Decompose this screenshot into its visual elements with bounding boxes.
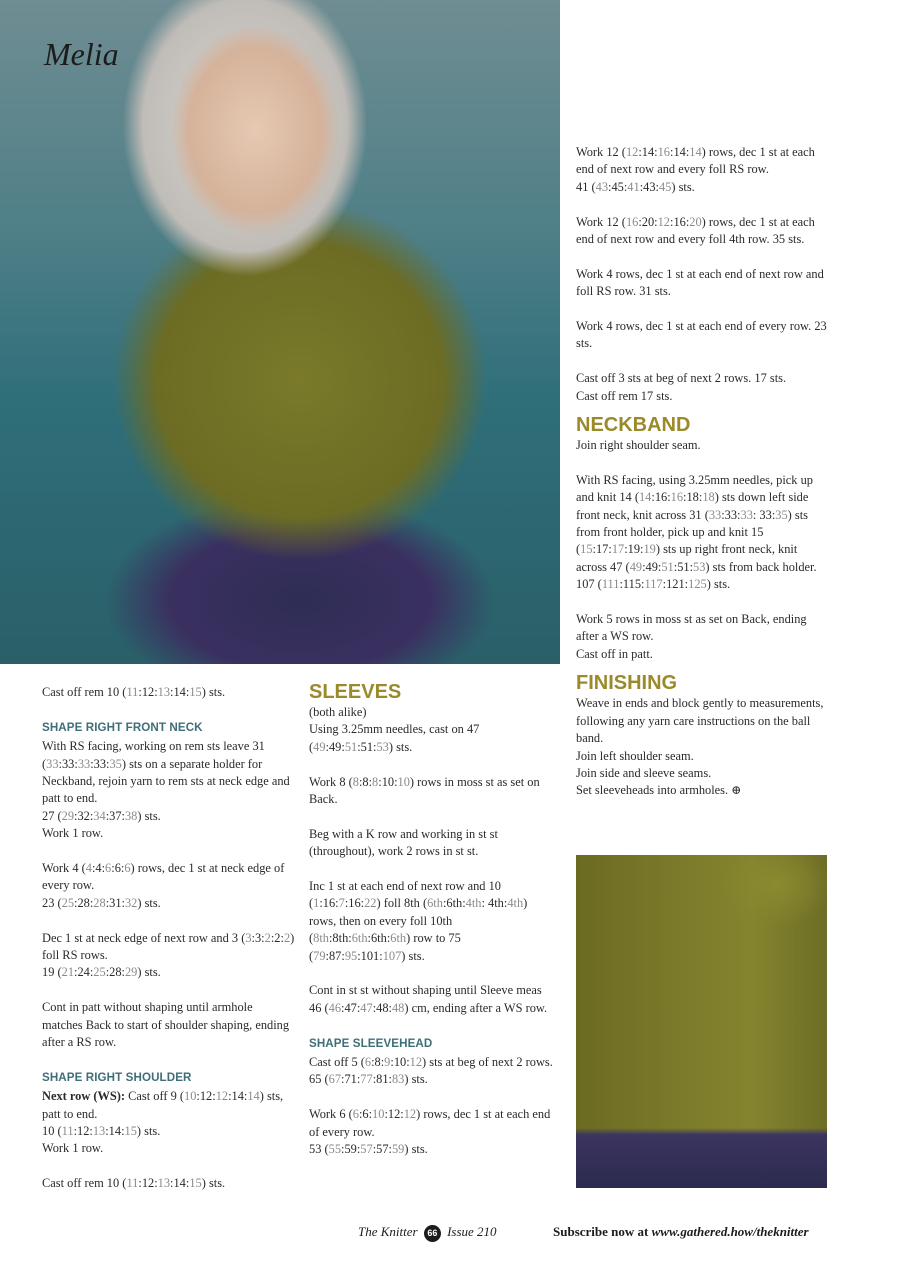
size-value: 18 bbox=[702, 490, 715, 505]
subscribe-text: Subscribe now at bbox=[553, 1224, 649, 1239]
text-segment: :6th: bbox=[442, 896, 466, 911]
text-segment: :2: bbox=[270, 930, 284, 945]
text-segment: :33: bbox=[90, 756, 110, 771]
paragraph bbox=[42, 1175, 296, 1192]
size-value: 51 bbox=[344, 739, 358, 754]
text-segment: : 33: bbox=[752, 507, 776, 522]
size-value: 48 bbox=[391, 1000, 405, 1015]
subheading-right-shoulder: SHAPE RIGHT SHOULDER bbox=[42, 1070, 192, 1084]
text-segment: :28: bbox=[105, 965, 125, 980]
text-segment: :6: bbox=[358, 1107, 373, 1122]
column-left bbox=[42, 684, 296, 1210]
size-value: 47 bbox=[360, 1000, 373, 1015]
paragraph bbox=[309, 1106, 553, 1141]
paragraph bbox=[309, 982, 553, 1017]
text-segment: :3: bbox=[251, 930, 265, 945]
text-segment: ) sts. bbox=[137, 965, 161, 980]
text-segment: :31: bbox=[105, 895, 125, 910]
size-value: 53 bbox=[376, 739, 389, 754]
size-value: 12 bbox=[625, 145, 639, 159]
paragraph: Cast off rem 17 sts. bbox=[576, 388, 673, 403]
size-value: 4th bbox=[465, 896, 482, 911]
paragraph bbox=[42, 930, 296, 965]
stitch-count bbox=[42, 964, 296, 981]
size-value: 33 bbox=[708, 507, 722, 522]
text-segment: :49: bbox=[325, 739, 345, 754]
text-segment: ) sts down left side front neck, knit across 31 ( bbox=[576, 490, 809, 522]
paragraph: (both alike) bbox=[309, 705, 367, 719]
text-segment: 65 ( bbox=[309, 1072, 329, 1087]
text-segment: ) sts. bbox=[136, 1124, 161, 1139]
text-segment: :101: bbox=[357, 948, 383, 963]
text-segment: :24: bbox=[74, 965, 94, 980]
stitch-count bbox=[309, 1071, 553, 1088]
text-segment: :48: bbox=[372, 1000, 392, 1015]
size-value: 11 bbox=[126, 1176, 139, 1191]
size-value: 125 bbox=[688, 577, 707, 592]
text-segment: ) rows, dec 1 st at each end of next row and every foll 4th row. 35 sts. bbox=[576, 214, 815, 247]
text-segment: :8th: bbox=[328, 931, 352, 946]
size-value: 20 bbox=[689, 214, 702, 229]
text-segment: :12: bbox=[138, 685, 158, 699]
pattern-title: Melia bbox=[44, 36, 119, 72]
text-segment: Using 3.25mm needles, cast on 47 ( bbox=[309, 722, 480, 754]
size-value: 6th bbox=[390, 931, 407, 946]
size-value: 111 bbox=[601, 577, 620, 592]
size-value: 12 bbox=[657, 214, 670, 229]
paragraph bbox=[309, 1054, 553, 1071]
size-value: 57 bbox=[360, 1142, 373, 1157]
paragraph: Cast off in patt. bbox=[576, 646, 653, 661]
bold-instruction: Next row (WS): bbox=[42, 1089, 126, 1104]
text-segment: :71: bbox=[341, 1072, 361, 1087]
cast-off-paragraph bbox=[42, 684, 296, 701]
page-number-badge: 66 bbox=[424, 1225, 441, 1242]
text-segment: :16: bbox=[319, 896, 339, 911]
text-segment: ) rows, dec 1 st at each end of next row and every foll RS row. bbox=[576, 145, 815, 177]
text-segment: Cont in st st without shaping until Sleeve meas 46 ( bbox=[309, 983, 542, 1015]
text-segment: ) sts. bbox=[137, 808, 161, 823]
size-value: 10 bbox=[372, 1107, 385, 1122]
paragraph bbox=[42, 738, 296, 808]
size-value: 6 bbox=[352, 1107, 359, 1122]
paragraph: Join side and sleeve seams. bbox=[576, 765, 712, 780]
text-segment: Cast off 5 ( bbox=[309, 1055, 365, 1070]
size-value: 22 bbox=[364, 896, 377, 911]
text-segment: :16: bbox=[344, 896, 365, 911]
text-segment: :121: bbox=[662, 577, 689, 592]
text-segment: :81: bbox=[372, 1072, 392, 1087]
text-segment: Dec 1 st at neck edge of next row and 3 ( bbox=[42, 930, 246, 945]
text-segment: ) sts. bbox=[404, 1142, 428, 1157]
text-segment: ) row to 75 ( bbox=[309, 931, 461, 963]
paragraph: Beg with a K row and working in st st (throughout), work 2 rows in st st. bbox=[309, 826, 498, 859]
paragraph bbox=[576, 144, 830, 179]
size-value: 6th bbox=[427, 896, 443, 911]
text-segment: ) sts. bbox=[706, 577, 731, 592]
text-segment: With RS facing, working on rem sts leave 31 ( bbox=[42, 739, 265, 771]
footer-issue bbox=[358, 1224, 497, 1242]
paragraph bbox=[576, 472, 830, 576]
size-value: 35 bbox=[775, 507, 788, 522]
size-value: 43 bbox=[595, 179, 609, 194]
text-segment: ) rows, dec 1 st at neck edge of every row. bbox=[42, 861, 285, 893]
heading-neckband: NECKBAND bbox=[576, 414, 691, 437]
text-segment: :37: bbox=[105, 808, 125, 823]
text-segment: : 4th: bbox=[481, 896, 508, 911]
size-value: 55 bbox=[328, 1142, 342, 1157]
paragraph bbox=[576, 214, 830, 249]
stitch-count bbox=[576, 179, 830, 196]
end-mark-icon: ⊕ bbox=[731, 783, 742, 798]
paragraph bbox=[309, 774, 553, 809]
text-segment: :47: bbox=[341, 1000, 361, 1015]
size-value: 12 bbox=[409, 1055, 423, 1070]
size-value: 83 bbox=[391, 1072, 405, 1087]
text-segment: Inc 1 st at each end of next row and 10 ( bbox=[309, 879, 501, 911]
text-segment: ) sts on a separate holder for Neckband, rejoin yarn to rem sts at neck edge and patt to end. bbox=[42, 756, 290, 806]
text-segment: :28: bbox=[74, 895, 94, 910]
text-segment: :14: bbox=[228, 1089, 248, 1104]
size-value: 15 bbox=[189, 1176, 202, 1191]
size-value: 25 bbox=[61, 895, 75, 910]
size-value: 15 bbox=[124, 1124, 137, 1139]
size-value: 8th bbox=[313, 931, 329, 946]
size-value: 41 bbox=[627, 179, 640, 194]
size-value: 29 bbox=[61, 808, 75, 823]
text-segment: ) rows, dec 1 st at each end of every row. bbox=[309, 1107, 551, 1139]
size-value: 6 bbox=[105, 861, 112, 876]
size-value: 107 bbox=[382, 948, 402, 963]
text-segment: ) sts. bbox=[401, 948, 425, 963]
size-value: 32 bbox=[124, 895, 138, 910]
footer-subscribe bbox=[553, 1224, 809, 1240]
size-value: 59 bbox=[391, 1142, 405, 1157]
text-segment: :14: bbox=[638, 145, 658, 159]
text-segment: ) sts at beg of next 2 rows. bbox=[422, 1055, 553, 1070]
size-value: 16 bbox=[657, 145, 670, 159]
size-value: 34 bbox=[93, 808, 106, 823]
stitch-count bbox=[42, 895, 296, 912]
size-value: 10 bbox=[397, 774, 410, 789]
paragraph: Cont in patt without shaping until armhole matches Back to start of shoulder shaping, ending after a RS row. bbox=[42, 1000, 290, 1050]
text-segment: :14: bbox=[105, 1124, 125, 1139]
stitch-count bbox=[576, 576, 830, 593]
size-value: 49 bbox=[313, 739, 326, 754]
paragraph bbox=[42, 1088, 296, 1123]
text-segment: 19 ( bbox=[42, 965, 62, 980]
size-value: 46 bbox=[328, 1000, 342, 1015]
text-segment: Cast off rem 10 ( bbox=[42, 685, 127, 699]
paragraph: Work 4 rows, dec 1 st at each end of every row. 23 sts. bbox=[576, 319, 827, 351]
size-value: 12 bbox=[403, 1107, 417, 1122]
text-segment: ) sts. bbox=[388, 739, 413, 754]
size-value: 117 bbox=[644, 577, 663, 592]
text-segment: ) foll 8th ( bbox=[376, 896, 428, 911]
size-value: 35 bbox=[109, 756, 122, 771]
text-segment: :14: bbox=[170, 685, 190, 699]
size-value: 33 bbox=[740, 507, 753, 522]
text-segment: :14: bbox=[670, 145, 690, 159]
text-segment: ) foll RS rows. bbox=[42, 930, 295, 963]
text-segment: ) rows in moss st as set on Back. bbox=[309, 774, 540, 807]
size-value: 38 bbox=[124, 808, 138, 823]
text-segment: ) sts. bbox=[201, 685, 226, 699]
size-value: 45 bbox=[658, 179, 672, 194]
paragraph: Work 1 row. bbox=[42, 826, 104, 841]
text-segment: :12: bbox=[384, 1107, 404, 1122]
text-segment: ) rows, then on every foll 10th ( bbox=[309, 896, 528, 946]
text-segment: :115: bbox=[619, 577, 645, 592]
column-right bbox=[576, 144, 830, 800]
paragraph: Weave in ends and block gently to measurements, following any yarn care instructions on the ball band. bbox=[576, 696, 824, 746]
text-segment: 23 ( bbox=[42, 895, 62, 910]
text-segment: 53 ( bbox=[309, 1142, 329, 1157]
paragraph: Work 5 rows in moss st as set on Back, ending after a WS row. bbox=[576, 612, 807, 644]
text-segment: :57: bbox=[372, 1142, 392, 1157]
size-value: 14 bbox=[638, 490, 652, 505]
size-value: 13 bbox=[157, 685, 171, 699]
text-segment: :8: bbox=[358, 774, 373, 789]
text-segment: ) sts. bbox=[201, 1176, 226, 1191]
size-value: 21 bbox=[61, 965, 75, 980]
text-segment: ) sts. bbox=[671, 179, 695, 194]
text-segment: :17: bbox=[592, 542, 612, 557]
text-segment: 27 ( bbox=[42, 808, 62, 823]
text-segment: :10: bbox=[390, 1055, 410, 1070]
heading-sleeves: SLEEVES bbox=[309, 681, 402, 703]
size-value: 6 bbox=[124, 861, 131, 876]
text-segment: 10 ( bbox=[42, 1124, 62, 1139]
text-segment: Cast off 9 ( bbox=[125, 1089, 185, 1104]
paragraph: Cast off 3 sts at beg of next 2 rows. 17 sts. bbox=[576, 371, 787, 386]
size-value: 79 bbox=[313, 948, 326, 963]
detail-photo bbox=[576, 855, 827, 1188]
text-segment: :20: bbox=[638, 214, 658, 229]
text-segment: :49: bbox=[642, 559, 662, 574]
size-value: 77 bbox=[360, 1072, 373, 1087]
paragraph bbox=[42, 860, 296, 895]
text-segment: :12: bbox=[73, 1124, 93, 1139]
size-value: 11 bbox=[61, 1124, 74, 1139]
issue-number: Issue 210 bbox=[447, 1224, 497, 1239]
size-value: 9 bbox=[384, 1055, 391, 1070]
text-segment: :14: bbox=[170, 1176, 190, 1191]
size-value: 53 bbox=[693, 559, 706, 574]
size-value: 14 bbox=[689, 145, 702, 159]
text-segment: :4: bbox=[91, 861, 106, 876]
text-segment: :59: bbox=[341, 1142, 361, 1157]
size-value: 33 bbox=[46, 756, 59, 771]
text-segment: :10: bbox=[378, 774, 398, 789]
size-value: 11 bbox=[126, 685, 139, 699]
text-segment: :51: bbox=[673, 559, 694, 574]
text-segment: 41 ( bbox=[576, 179, 596, 194]
text-segment: Work 12 ( bbox=[576, 214, 626, 229]
text-segment: :12: bbox=[196, 1089, 216, 1104]
size-value: 13 bbox=[92, 1124, 106, 1139]
size-value: 12 bbox=[215, 1089, 229, 1104]
text-segment: ) sts from front holder, pick up and knit 15 ( bbox=[576, 507, 808, 557]
text-segment: :18: bbox=[683, 490, 703, 505]
text-segment: Work 4 ( bbox=[42, 861, 86, 876]
column-middle bbox=[309, 680, 553, 1176]
subscribe-link[interactable]: www.gathered.how/theknitter bbox=[651, 1224, 809, 1239]
text-segment: ) sts from back holder. bbox=[705, 559, 817, 574]
size-value: 25 bbox=[93, 965, 106, 980]
hero-photo bbox=[0, 0, 560, 664]
text-segment: :6: bbox=[111, 861, 125, 876]
size-value: 95 bbox=[344, 948, 358, 963]
size-value: 16 bbox=[625, 214, 639, 229]
size-value: 29 bbox=[124, 965, 138, 980]
text-segment: Work 8 ( bbox=[309, 774, 353, 789]
text-segment: :16: bbox=[670, 214, 690, 229]
size-value: 15 bbox=[189, 685, 202, 699]
size-value: 51 bbox=[661, 559, 674, 574]
text-segment: :16: bbox=[651, 490, 671, 505]
size-value: 7 bbox=[338, 896, 345, 911]
inline-text: Set sleeveheads into armholes. bbox=[576, 783, 729, 798]
text-segment: :33: bbox=[721, 507, 741, 522]
paragraph: Join right shoulder seam. bbox=[576, 438, 701, 453]
text-segment: Cast off rem 10 ( bbox=[42, 1176, 127, 1191]
text-segment: ) sts. bbox=[404, 1072, 428, 1087]
text-segment: Work 6 ( bbox=[309, 1107, 353, 1122]
text-segment: ) sts up right front neck, knit across 47 ( bbox=[576, 542, 798, 574]
size-value: 17 bbox=[611, 542, 625, 557]
size-value: 16 bbox=[670, 490, 684, 505]
text-segment: :8: bbox=[371, 1055, 385, 1070]
stitch-count bbox=[42, 1123, 296, 1140]
size-value: 2 bbox=[264, 930, 271, 945]
text-segment: :87: bbox=[325, 948, 345, 963]
text-segment: :19: bbox=[624, 542, 644, 557]
text-segment: 107 ( bbox=[576, 577, 602, 592]
paragraph: Join left shoulder seam. bbox=[576, 748, 694, 763]
subheading-right-front-neck: SHAPE RIGHT FRONT NECK bbox=[42, 720, 203, 734]
subheading-sleevehead: SHAPE SLEEVEHEAD bbox=[309, 1036, 433, 1050]
size-value: 33 bbox=[77, 756, 91, 771]
size-value: 15 bbox=[580, 542, 593, 557]
stitch-count bbox=[309, 1141, 553, 1158]
size-value: 6 bbox=[364, 1055, 372, 1070]
text-segment: :32: bbox=[74, 808, 94, 823]
heading-finishing: FINISHING bbox=[576, 672, 678, 695]
text-segment: :33: bbox=[58, 756, 78, 771]
size-value: 6th bbox=[351, 931, 368, 946]
size-value: 1 bbox=[313, 896, 320, 911]
size-value: 4 bbox=[85, 861, 92, 876]
paragraph bbox=[576, 782, 830, 799]
size-value: 2 bbox=[283, 930, 291, 945]
paragraph: Work 1 row. bbox=[42, 1141, 104, 1156]
paragraph bbox=[309, 721, 553, 756]
text-segment: ) sts, patt to end. bbox=[42, 1089, 284, 1121]
size-value: 49 bbox=[629, 559, 643, 574]
stitch-count bbox=[42, 808, 296, 825]
paragraph: Work 4 rows, dec 1 st at each end of next row and foll RS row. 31 sts. bbox=[576, 266, 824, 299]
text-segment: Work 12 ( bbox=[576, 145, 626, 159]
text-segment: :43: bbox=[639, 179, 659, 194]
size-value: 67 bbox=[328, 1072, 342, 1087]
text-segment: :51: bbox=[357, 739, 377, 754]
size-value: 19 bbox=[643, 542, 656, 557]
size-value: 13 bbox=[157, 1176, 171, 1191]
size-value: 8 bbox=[352, 774, 359, 789]
text-segment: :12: bbox=[138, 1176, 158, 1191]
magazine-name: The Knitter bbox=[358, 1224, 418, 1239]
text-segment: ) cm, ending after a WS row. bbox=[404, 1000, 548, 1015]
size-value: 4th bbox=[507, 896, 524, 911]
size-value: 8 bbox=[372, 774, 379, 789]
text-segment: :45: bbox=[608, 179, 628, 194]
paragraph bbox=[309, 878, 553, 965]
size-value: 14 bbox=[247, 1089, 260, 1104]
text-segment: :6th: bbox=[367, 931, 391, 946]
size-value: 3 bbox=[245, 930, 252, 945]
size-value: 28 bbox=[93, 895, 106, 910]
text-segment: With RS facing, using 3.25mm needles, pick up and knit 14 ( bbox=[576, 472, 813, 505]
text-segment: ) sts. bbox=[137, 895, 161, 910]
size-value: 10 bbox=[184, 1089, 197, 1104]
